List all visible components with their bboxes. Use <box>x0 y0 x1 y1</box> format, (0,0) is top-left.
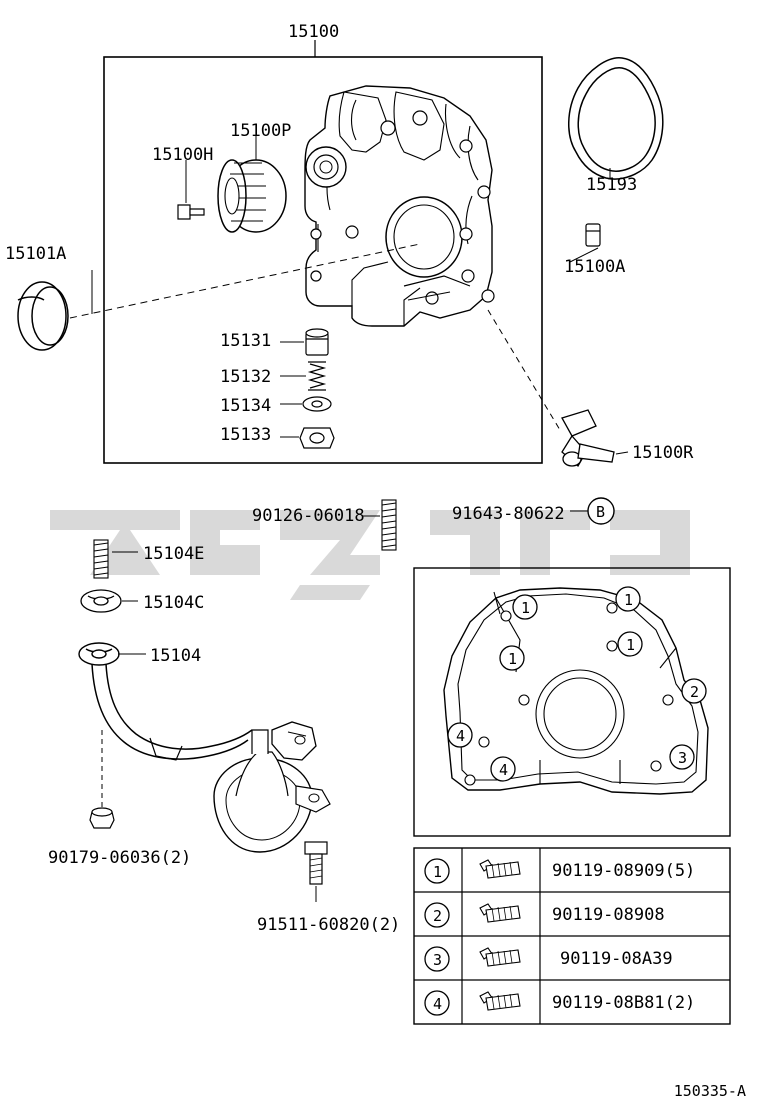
label-15104: 15104 <box>150 646 202 666</box>
label-15193: 15193 <box>586 175 638 195</box>
label-15133: 15133 <box>220 425 272 445</box>
label-90126-06018: 90126-06018 <box>252 506 365 526</box>
callout-badge-4: 1 <box>508 650 518 668</box>
callout-badge-2: 1 <box>624 591 634 609</box>
label-91643-80622: 91643-80622 <box>452 504 565 524</box>
label-15100: 15100 <box>288 22 340 42</box>
legend-part-number-4: 90119-08B81(2) <box>552 993 696 1013</box>
legend-part-number-3: 90119-08A39 <box>560 949 673 969</box>
label-15104E: 15104E <box>143 544 205 564</box>
diagram-footer-code: 150335-A <box>673 1082 746 1100</box>
bolt-type-badge: B <box>596 503 606 521</box>
callout-badge-5: 2 <box>690 683 700 701</box>
callout-badge-6: 4 <box>456 727 466 745</box>
legend-row-number-3: 3 <box>433 951 443 969</box>
label-15100P: 15100P <box>230 121 292 141</box>
label-15100A: 15100A <box>564 257 626 277</box>
label-91511-60820: 91511-60820(2) <box>257 915 401 935</box>
label-90179-06036: 90179-06036(2) <box>48 848 192 868</box>
label-15131: 15131 <box>220 331 272 351</box>
legend-row-number-2: 2 <box>433 907 443 925</box>
callout-badge-1: 1 <box>521 599 531 617</box>
legend-part-number-1: 90119-08909(5) <box>552 861 696 881</box>
callout-badge-8: 4 <box>499 761 509 779</box>
label-15104C: 15104C <box>143 593 205 613</box>
callout-badge-3: 1 <box>626 636 636 654</box>
callout-badge-7: 3 <box>678 749 688 767</box>
legend-row-number-1: 1 <box>433 863 443 881</box>
legend-row-number-4: 4 <box>433 995 443 1013</box>
label-15134: 15134 <box>220 396 272 416</box>
label-15100R: 15100R <box>632 443 694 463</box>
label-15100H: 15100H <box>152 145 214 165</box>
label-15132: 15132 <box>220 367 272 387</box>
label-15101A: 15101A <box>5 244 67 264</box>
legend-part-number-2: 90119-08908 <box>552 905 665 925</box>
